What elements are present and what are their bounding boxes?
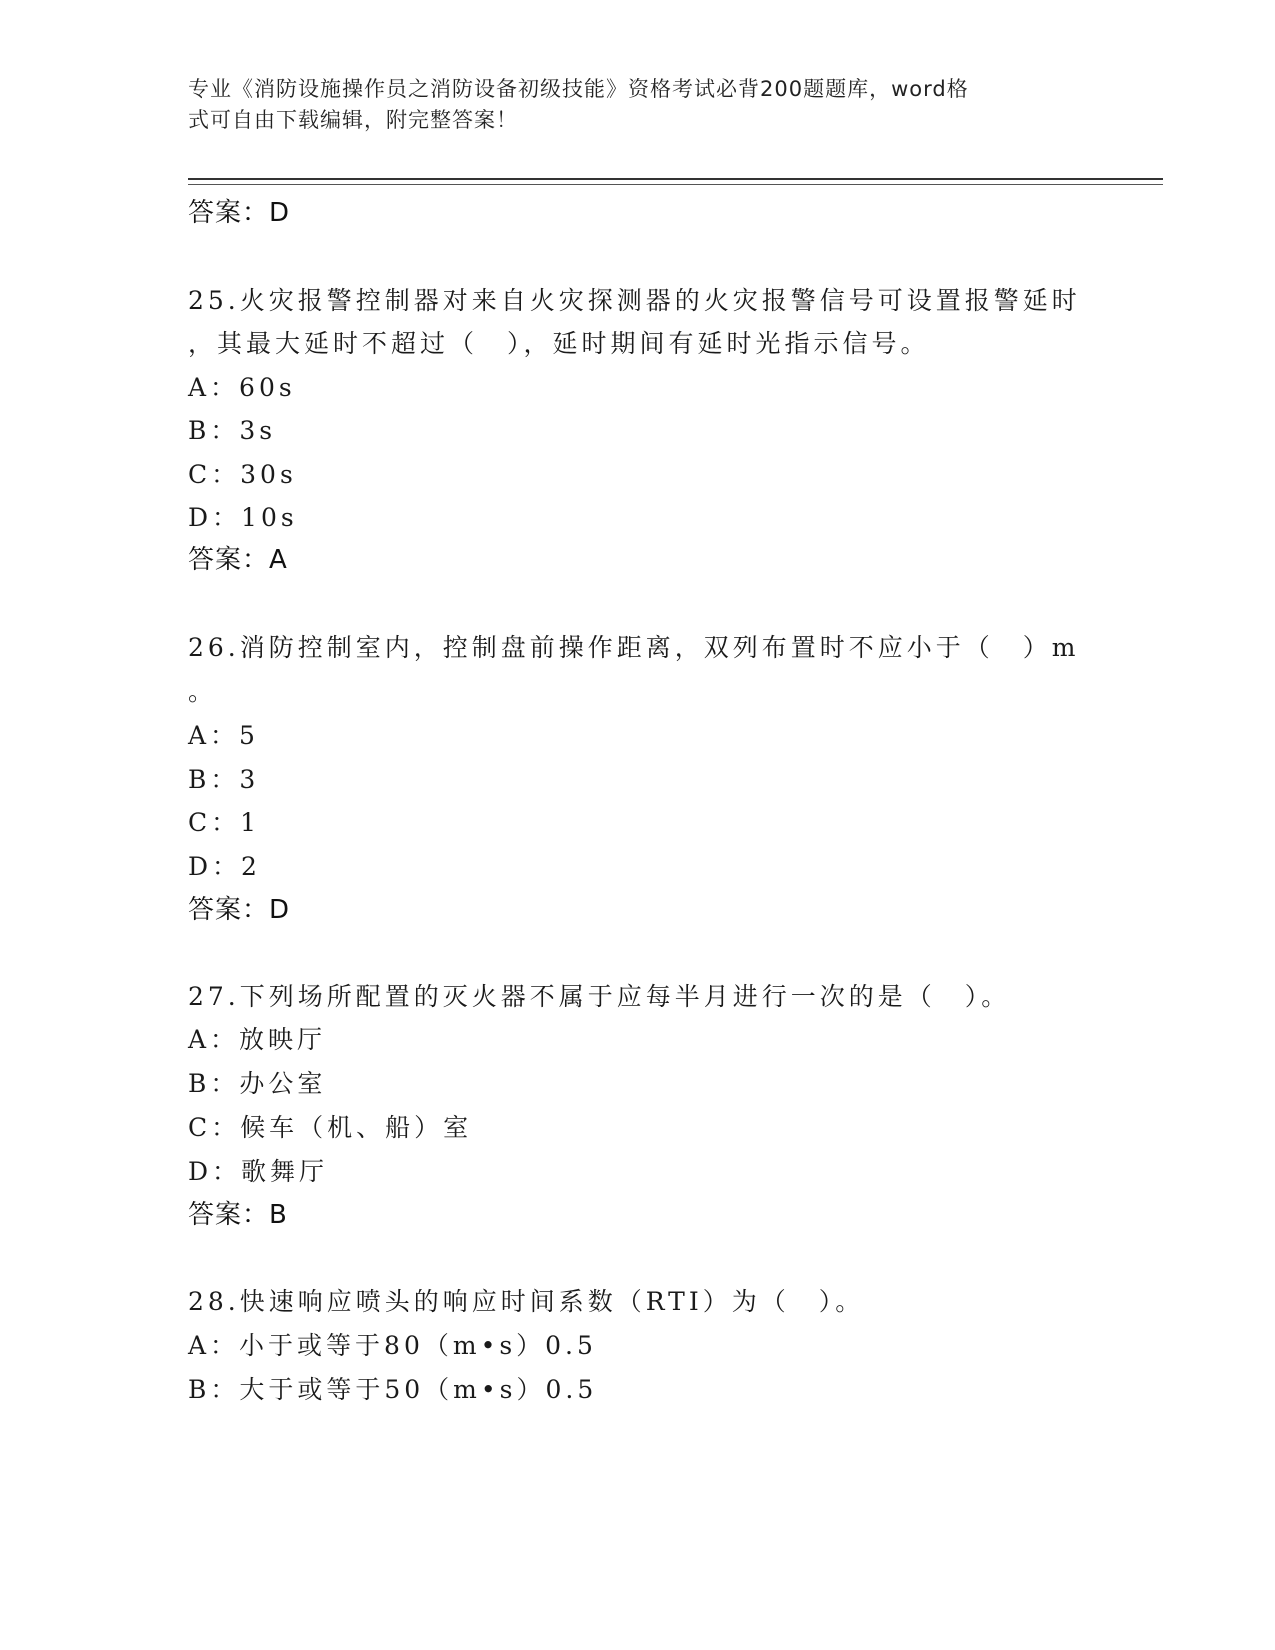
answer: 答案：D (188, 895, 291, 925)
option-d: D：10s (188, 503, 298, 532)
answer: 答案：B (188, 1200, 288, 1230)
option-a: A：小于或等于80（m•s）0.5 (188, 1331, 597, 1360)
question-stem-continued: ，其最大延时不超过（ ），延时期间有延时光指示信号。 (188, 329, 930, 358)
answer: 答案：A (188, 545, 288, 575)
question-stem: 26.消防控制室内，控制盘前操作距离，双列布置时不应小于（ ）m (188, 633, 1080, 662)
header-divider-thick (188, 178, 1163, 180)
previous-answer: 答案：D (188, 198, 291, 228)
option-a: A：60s (188, 373, 296, 402)
option-d: D：2 (188, 852, 261, 881)
header-line-2: 式可自由下载编辑，附完整答案！ (188, 108, 518, 132)
header-line-1: 专业《消防设施操作员之消防设备初级技能》资格考试必背200题题库，word格 (188, 77, 969, 101)
option-a: A：5 (188, 721, 259, 750)
option-c: C：候车（机、船）室 (188, 1113, 473, 1142)
option-c: C：30s (188, 460, 297, 489)
question-stem: 25.火灾报警控制器对来自火灾探测器的火灾报警信号可设置报警延时 (188, 286, 1081, 315)
option-b: B：办公室 (188, 1069, 327, 1098)
option-b: B：大于或等于50（m•s）0.5 (188, 1375, 598, 1404)
header-divider-thin (188, 184, 1163, 185)
question-stem: 28.快速响应喷头的响应时间系数（RTI）为（ ）。 (188, 1287, 865, 1316)
option-b: B：3 (188, 765, 260, 794)
option-b: B：3s (188, 416, 277, 445)
option-a: A：放映厅 (188, 1025, 327, 1054)
option-c: C：1 (188, 808, 261, 837)
question-stem-continued: 。 (188, 677, 218, 706)
option-d: D：歌舞厅 (188, 1157, 329, 1186)
document-header (188, 74, 1068, 136)
question-stem: 27.下列场所配置的灭火器不属于应每半月进行一次的是（ ）。 (188, 982, 1011, 1011)
